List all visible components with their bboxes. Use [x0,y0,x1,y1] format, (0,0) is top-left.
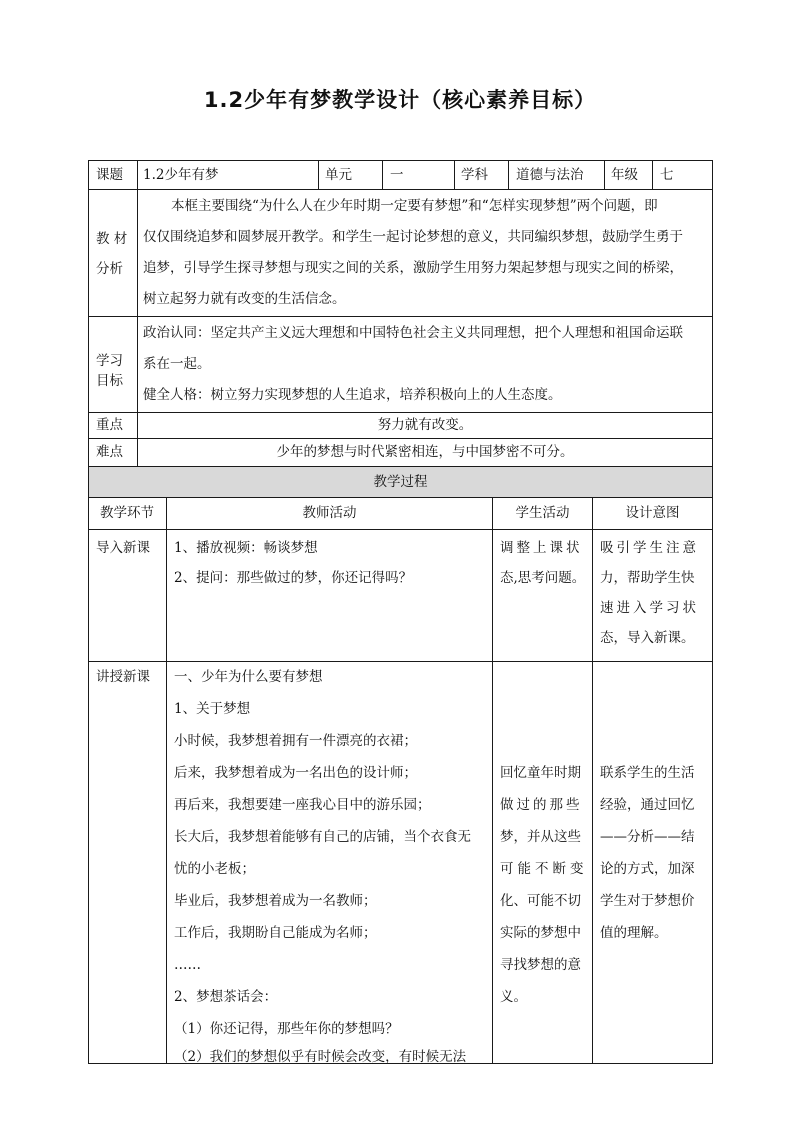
lecture-intent-line: 值的理解。 [600,925,668,941]
lecture-teacher-line: （2）我们的梦想似乎有时候会改变，有时候无法 [174,1049,467,1065]
intro-intent-line: 吸引学生注意 [600,540,699,556]
intro-intent-line: 速进入学习状 [600,600,699,616]
subject-value: 道德与法治 [516,167,584,183]
analysis-text-line: 树立起努力就有改变的生活信念。 [143,291,346,307]
lecture-student-line: 可能不断变 [500,861,588,877]
lecture-intent-line: 论的方式，加深 [600,861,695,877]
difficulty-value: 少年的梦想与时代紧密相连，与中国梦密不可分。 [276,444,574,460]
goals-label: 学习 [96,353,123,369]
lecture-teacher-line: 毕业后，我梦想着成为一名教师； [174,893,377,909]
intro-stage: 导入新课 [96,540,150,556]
lecture-teacher-line: 一、少年为什么要有梦想 [174,669,323,685]
column-header-student: 学生活动 [515,505,570,521]
goals-text-line: 系在一起。 [143,356,211,372]
lecture-teacher-line: …… [174,957,201,973]
intro-teacher-line: 1、播放视频：畅谈梦想 [174,540,318,556]
lecture-intent-line: 经验，通过回忆 [600,797,695,813]
grade-value: 七 [660,167,674,183]
lecture-student-line: 寻找梦想的意 [500,957,581,973]
info-col-divider [652,160,653,190]
process-col-divider [592,497,593,1064]
analysis-text-line: 仅仅围绕追梦和圆梦展开教学。和学生一起讨论梦想的意义，共同编织梦想，鼓励学生勇于 [143,229,683,245]
row-divider [88,316,713,317]
lecture-teacher-line: 1、关于梦想 [174,701,251,717]
process-col-divider [166,497,167,1064]
lecture-teacher-line: 再后来，我想要建一座我心目中的游乐园； [174,797,431,813]
row-divider [88,529,713,530]
column-header-stage: 教学环节 [100,505,154,521]
intro-teacher-line: 2、提问：那些做过的梦，你还记得吗？ [174,570,413,586]
intro-student-line: 调整上课状 [500,540,583,556]
course-value: 1.2少年有梦 [143,167,219,183]
info-col-divider [382,160,383,190]
unit-label: 单元 [325,167,352,183]
lecture-intent-line: 学生对于梦想价 [600,893,695,909]
info-col-divider [604,160,605,190]
table-border-left [88,160,89,1064]
lecture-student-line: 回忆童年时期 [500,765,581,781]
key-point-label: 重点 [96,417,123,433]
process-col-divider [492,497,493,1064]
column-header-intent: 设计意图 [625,505,680,521]
grade-label: 年级 [611,167,638,183]
analysis-label: 分析 [96,261,123,277]
lecture-intent-line: 联系学生的生活 [600,765,695,781]
analysis-text-line: 追梦，引导学生探寻梦想与现实之间的关系，激励学生用努力架起梦想与现实之间的桥梁， [143,260,683,276]
lecture-student-line: 化、可能不切 [500,893,581,909]
info-col-divider [318,160,319,190]
lecture-student-line: 梦，并从这些 [500,829,581,845]
info-col-divider [454,160,455,190]
lecture-teacher-line: 工作后，我期盼自己能成为名师； [174,925,377,941]
lecture-teacher-line: 长大后，我梦想着能够有自己的店铺，当个衣食无 [174,829,471,845]
subject-label: 学科 [461,167,488,183]
lecture-student-line: 实际的梦想中 [500,925,581,941]
unit-value: 一 [390,167,404,183]
lecture-student-line: 义。 [500,989,527,1005]
lecture-teacher-line: 2、梦想茶话会： [174,989,278,1005]
info-col-divider [508,160,509,190]
goals-text-line: 健全人格：树立努力实现梦想的人生追求，培养积极向上的人生态度。 [143,387,562,403]
intro-intent-line: 力，帮助学生快 [600,570,695,586]
goals-label: 目标 [96,373,123,389]
goals-text-line: 政治认同：坚定共产主义远大理想和中国特色社会主义共同理想，把个人理想和祖国命运联 [143,325,683,341]
lecture-stage: 讲授新课 [96,669,150,685]
difficulty-label: 难点 [96,444,123,460]
column-header-teacher: 教师活动 [302,505,357,521]
analysis-label: 教 材 [96,231,128,247]
analysis-text-line: 本框主要围绕“为什么人在少年时期一定要有梦想”和“怎样实现梦想”两个问题，即 [171,198,658,214]
lecture-teacher-line: 后来，我梦想着成为一名出色的设计师； [174,765,417,781]
lecture-teacher-line: 小时候，我梦想着拥有一件漂亮的衣裙； [174,733,417,749]
intro-student-line: 态,思考问题。 [500,570,586,586]
table-border-right [712,160,713,1064]
key-point-value: 努力就有改变。 [377,417,473,433]
course-label: 课题 [96,167,123,183]
intro-intent-line: 态，导入新课。 [600,630,695,646]
lecture-teacher-line: 忧的小老板； [174,861,255,877]
process-header: 教学过程 [373,474,428,490]
lecture-intent-line: ——分析——结 [600,829,695,845]
lecture-teacher-line: （1）你还记得，那些年你的梦想吗？ [174,1021,399,1037]
page-title: 1.2少年有梦教学设计（核心素养目标） [203,88,597,112]
lecture-student-line: 做过的那些 [500,797,583,813]
